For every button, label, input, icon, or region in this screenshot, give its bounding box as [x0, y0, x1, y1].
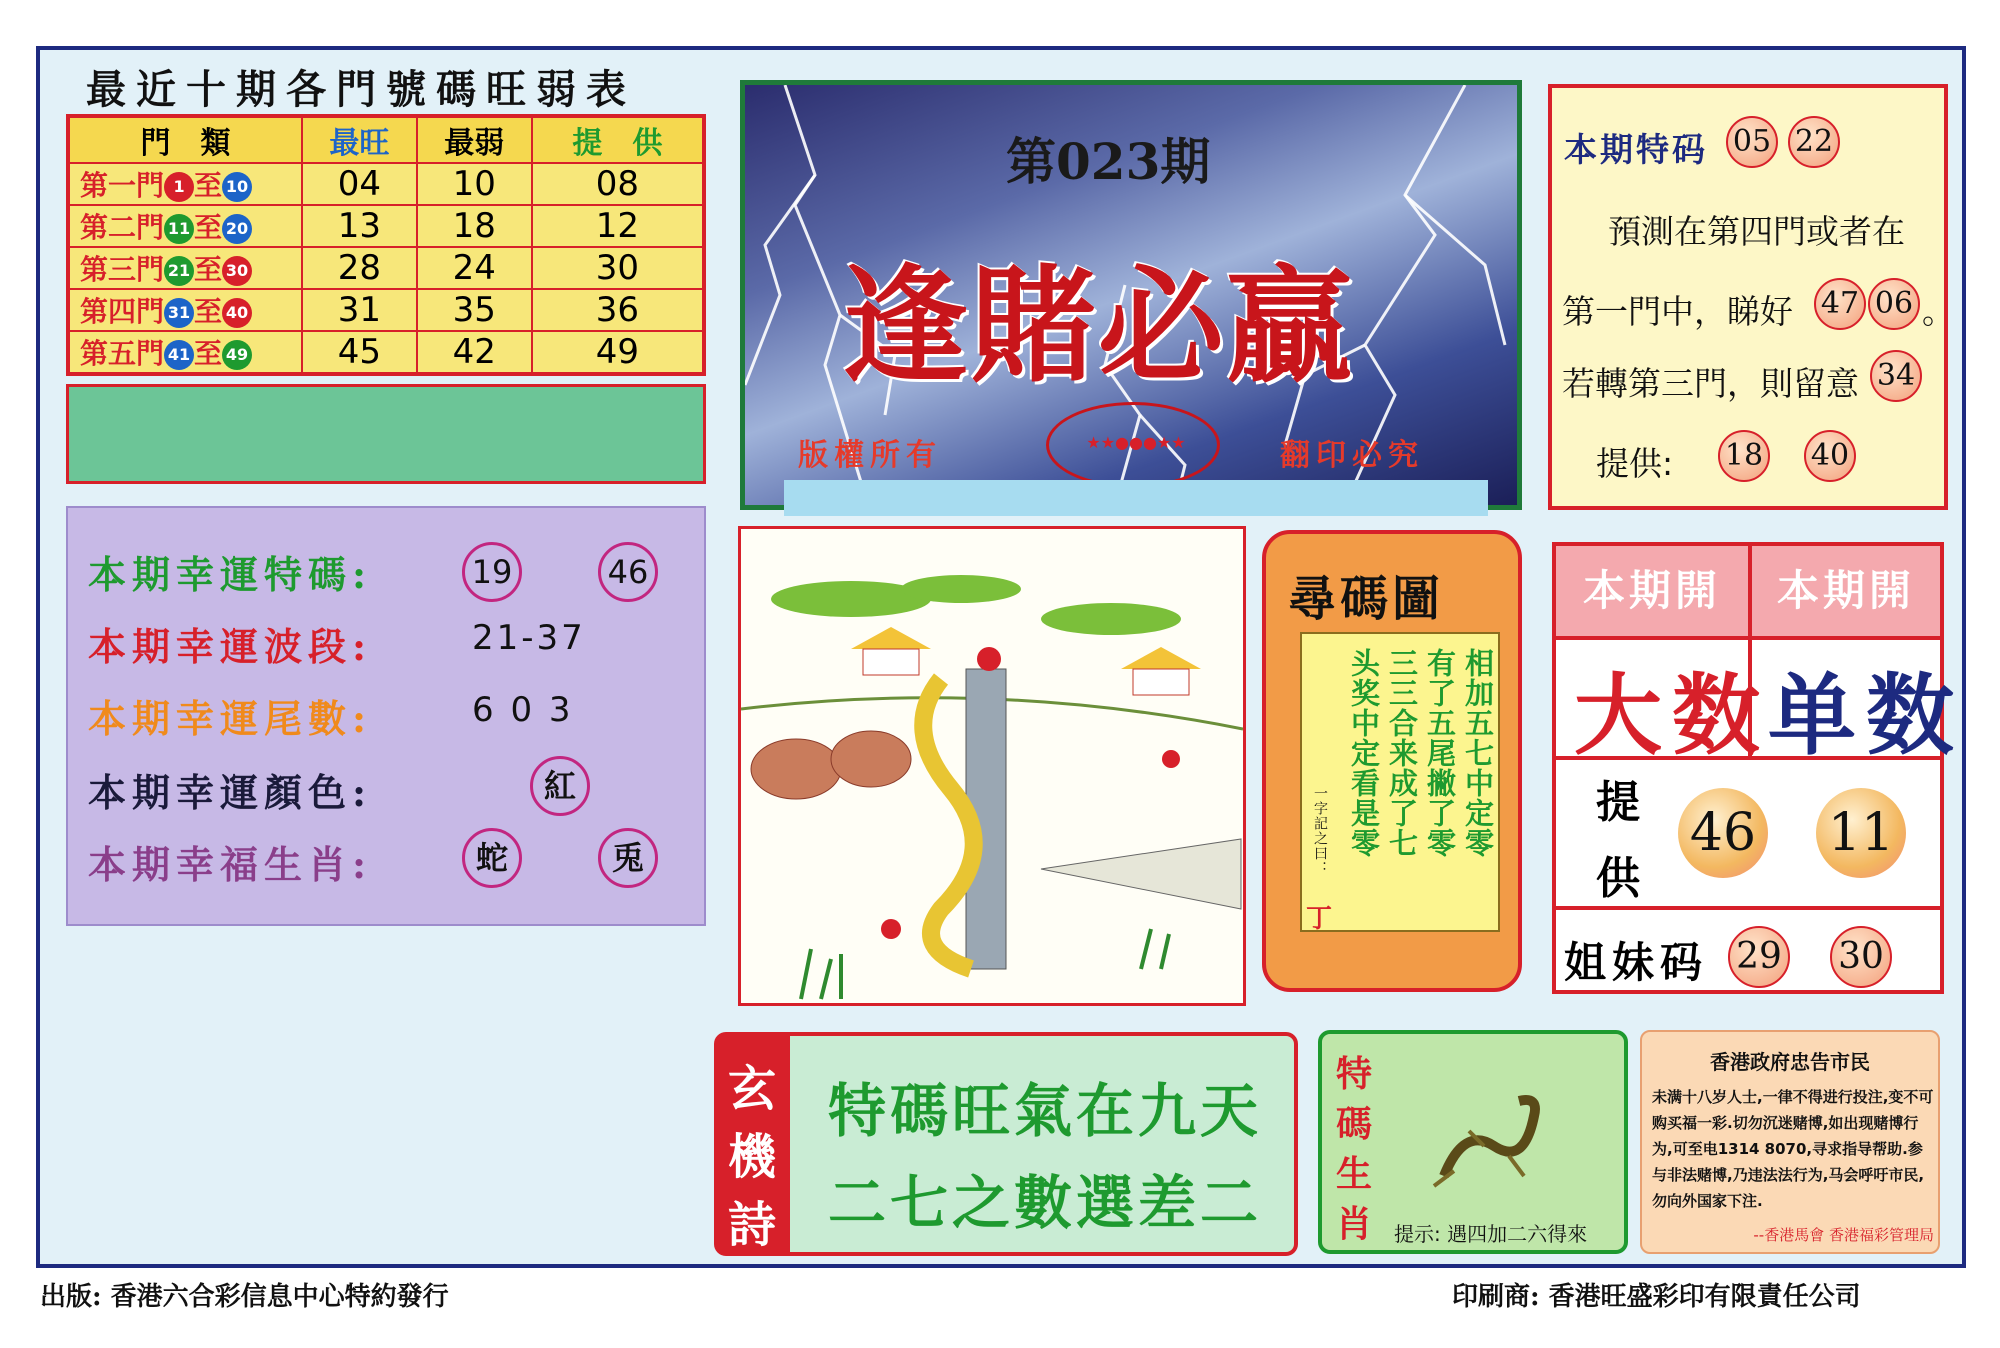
- publisher-text: 出版: 香港六合彩信息中心特約發行: [40, 1282, 449, 1312]
- table-row: [68, 289, 704, 331]
- table-row: [68, 331, 704, 374]
- pred-special-ball: 05: [1726, 116, 1778, 168]
- range-to-ball: 49: [222, 340, 252, 370]
- lucky-special-label: 本期幸運特碼:: [88, 552, 373, 597]
- banner-strip: [784, 480, 1488, 516]
- pred-special-ball: 22: [1788, 116, 1840, 168]
- pred-line2-end: 。: [1922, 292, 1955, 331]
- lucky-wave-label: 本期幸運波段:: [88, 624, 373, 669]
- table-row: [68, 205, 704, 247]
- lucky-zodiac-value: 兎: [598, 828, 658, 888]
- range-from-ball: 1: [164, 172, 194, 202]
- pred-special-label: 本期特码: [1564, 130, 1708, 169]
- table-title: 最近十期各門號碼旺弱表: [86, 66, 636, 113]
- snake-drawing: [741, 529, 1243, 1003]
- scroll-note: 一字記之曰：: [1312, 786, 1328, 876]
- poem-line1: 特碼旺氣在九天: [828, 1077, 1263, 1145]
- poem-line2: 二七之數選差二: [828, 1169, 1263, 1237]
- door-name: 第二門: [80, 211, 165, 244]
- min-cell: 10: [417, 163, 532, 205]
- pred-line3: 若轉第三門，則留意: [1562, 364, 1859, 403]
- lucky-tail-value: 6 0 3: [472, 690, 574, 730]
- copyright-right: 翻印必究: [1280, 438, 1424, 473]
- zodiac-label-char: 肖: [1336, 1204, 1373, 1245]
- door-name: 第三門: [80, 253, 165, 286]
- min-cell: 18: [417, 205, 532, 247]
- scroll-column: 头奖中定看是零: [1347, 648, 1381, 858]
- table-header-row: [68, 116, 704, 163]
- open-tip-label: 供: [1596, 853, 1640, 904]
- door-table: [66, 114, 706, 376]
- notice-footer: --香港馬會 香港福彩管理局: [1753, 1226, 1934, 1244]
- range-to-ball: 10: [222, 172, 252, 202]
- search-title: 尋碼圖: [1288, 571, 1445, 627]
- header-category: 門 類: [68, 116, 302, 163]
- green-blank-panel: [66, 384, 706, 484]
- door-name: 第一門: [80, 169, 165, 202]
- zodiac-label-char: 特: [1336, 1054, 1373, 1095]
- lucky-tail-label: 本期幸運尾數:: [88, 696, 373, 741]
- open-tip-ball: 46: [1678, 788, 1768, 878]
- notice-body: 未满十八岁人士,一律不得进行投注,变不可购买福一彩.切勿沉迷赌博,如出现赌博行为,可至电1314 8070,寻求指导帮助.参与非法赌博,乃违法法行为,马会呼吁市民,勿向外国家下注.: [1652, 1088, 1934, 1210]
- pred-tip-label: 提供:: [1596, 444, 1674, 483]
- pred-tip-ball: 18: [1718, 430, 1770, 482]
- lucky-panel: [66, 506, 706, 926]
- range-from-ball: 31: [164, 298, 194, 328]
- open-head-right: 本期開: [1752, 546, 1940, 636]
- door-cell: [68, 289, 302, 331]
- max-cell: 04: [302, 163, 417, 205]
- door-cell: [68, 163, 302, 205]
- range-sep: 至: [194, 211, 223, 244]
- zodiac-label-char: 碼: [1336, 1104, 1373, 1145]
- scroll-column: 有了五尾撇了零: [1423, 648, 1457, 858]
- zodiac-label-char: 生: [1336, 1154, 1373, 1195]
- door-name: 第四門: [80, 295, 165, 328]
- poem-label-char: 機: [728, 1129, 777, 1185]
- poem-label-char: 詩: [728, 1197, 777, 1253]
- stars-icon: ★★●●●★★: [1086, 433, 1186, 452]
- notice-title: 香港政府忠告市民: [1710, 1050, 1870, 1074]
- lucky-special-number: 46: [598, 542, 658, 602]
- sister-ball: 30: [1830, 926, 1892, 988]
- table-row: [68, 163, 704, 205]
- open-word-right: 单数: [1768, 664, 1965, 767]
- range-from-ball: 21: [164, 256, 194, 286]
- range-to-ball: 40: [222, 298, 252, 328]
- open-box: [1552, 542, 1965, 994]
- door-cell: [68, 205, 302, 247]
- range-sep: 至: [194, 253, 223, 286]
- poem-label-char: 玄: [728, 1061, 777, 1117]
- max-cell: 28: [302, 247, 417, 289]
- open-divider: [1556, 906, 1940, 910]
- lucky-color-value: 紅: [530, 756, 590, 816]
- range-sep: 至: [194, 295, 223, 328]
- max-cell: 31: [302, 289, 417, 331]
- range-from-ball: 41: [164, 340, 194, 370]
- door-cell: [68, 247, 302, 289]
- open-divider: [1556, 636, 1940, 640]
- tip-cell: 12: [532, 205, 704, 247]
- tip-cell: 08: [532, 163, 704, 205]
- lucky-color-label: 本期幸運顏色:: [88, 770, 373, 815]
- lucky-special-number: 19: [462, 542, 522, 602]
- prediction-box: [1548, 84, 1955, 510]
- copyright-left: 版權所有: [798, 438, 942, 473]
- pred-line2: 第一門中，睇好: [1562, 292, 1793, 331]
- header-tip: 提 供: [532, 116, 704, 163]
- door-cell: [68, 331, 302, 374]
- tip-cell: 30: [532, 247, 704, 289]
- max-cell: 13: [302, 205, 417, 247]
- sister-ball: 29: [1728, 926, 1790, 988]
- open-head-left: 本期開: [1556, 546, 1748, 636]
- dragon-icon: [1424, 1086, 1554, 1196]
- range-sep: 至: [194, 169, 223, 202]
- min-cell: 24: [417, 247, 532, 289]
- pred-tip-ball: 40: [1804, 430, 1856, 482]
- scroll-column: 相加五七中定零: [1461, 648, 1495, 858]
- issue-number: 第023期: [1006, 132, 1211, 191]
- range-to-ball: 20: [222, 214, 252, 244]
- lucky-zodiac-label: 本期幸福生肖:: [88, 842, 373, 887]
- slogan-title: 逢賭必贏: [842, 252, 1354, 400]
- pred-line1: 預測在第四門或者在: [1608, 212, 1905, 251]
- open-tip-ball: 11: [1816, 788, 1906, 878]
- range-sep: 至: [194, 337, 223, 370]
- table-row: [68, 247, 704, 289]
- open-tip-label: 提: [1596, 777, 1640, 828]
- snake-illustration: [738, 526, 1246, 1006]
- header-min: 最弱: [417, 116, 532, 163]
- zodiac-hint: 提示: 遇四加二六得來: [1394, 1222, 1588, 1246]
- lucky-zodiac-value: 蛇: [462, 828, 522, 888]
- tip-cell: 36: [532, 289, 704, 331]
- range-from-ball: 11: [164, 214, 194, 244]
- min-cell: 35: [417, 289, 532, 331]
- tip-cell: 49: [532, 331, 704, 374]
- pred-line3-ball: 34: [1870, 350, 1922, 402]
- printer-text: 印刷商: 香港旺盛彩印有限責任公司: [1452, 1282, 1861, 1312]
- max-cell: 45: [302, 331, 417, 374]
- door-name: 第五門: [80, 337, 165, 370]
- scroll-note-char: 丁: [1306, 904, 1333, 934]
- range-to-ball: 30: [222, 256, 252, 286]
- open-word-left: 大数: [1574, 664, 1771, 767]
- scroll-column: 三三合来成了七: [1385, 648, 1419, 858]
- lucky-wave-value: 21-37: [472, 618, 586, 658]
- header-max: 最旺: [302, 116, 417, 163]
- min-cell: 42: [417, 331, 532, 374]
- logo-oval: [1046, 402, 1220, 488]
- pred-line2-ball: 06: [1868, 278, 1920, 330]
- sister-label: 姐妹码: [1564, 938, 1709, 987]
- pred-line2-ball: 47: [1814, 278, 1866, 330]
